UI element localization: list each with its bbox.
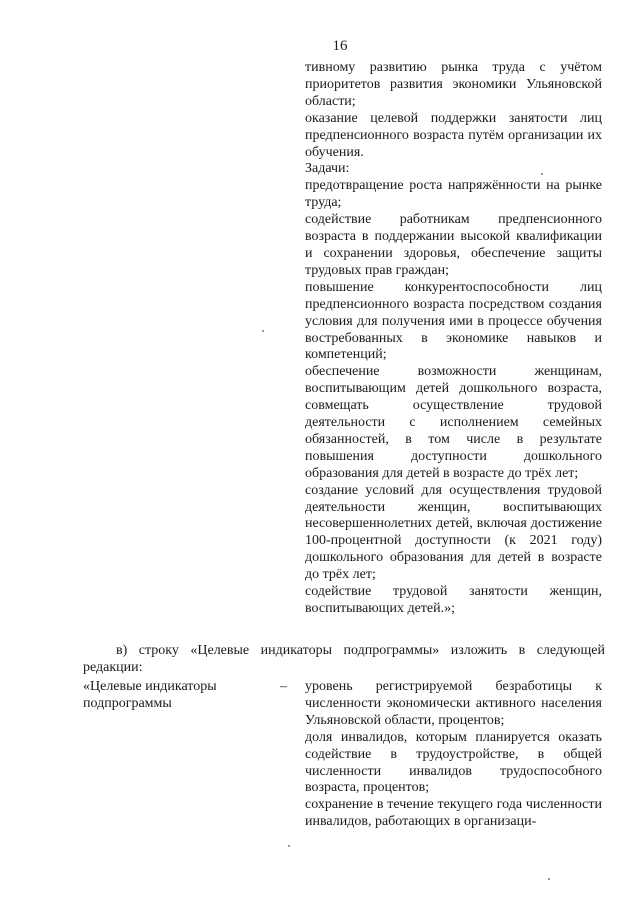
tasks-heading: Задачи: bbox=[305, 161, 350, 177]
task-item: обеспечение возможности женщинам, воспитывающим детей дошкольного возраста, совмещать осуществление трудовой деятельности с исполнением семейных обязанностей, в том числе в результате повышения доступности дошкольного образования для детей в возрасте до трёх лет; bbox=[305, 364, 602, 481]
task-item: содействие работникам предпенсионного возраста в поддержании высокой квалификации и сохранении здоровья, обеспечение защиты трудовых прав граждан; bbox=[305, 212, 602, 278]
scan-speck bbox=[288, 845, 290, 847]
goal-item: оказание целевой поддержки занятости лиц предпенсионного возраста путём организации их обучения. bbox=[305, 110, 602, 160]
scan-speck bbox=[262, 330, 264, 332]
indicators-label bbox=[83, 679, 263, 713]
indicator-item: уровень регистрируемой безработицы к численности экономически активного населения Ульяновской области, процентов; bbox=[305, 679, 602, 728]
goals-tasks-column bbox=[305, 60, 602, 618]
indicator-item: доля инвалидов, которым планируется оказать содействие в трудоустройстве, в общей численности инвалидов трудоспособного возраста, процентов; bbox=[305, 729, 602, 796]
indicators-label-line: подпрограммы bbox=[83, 695, 172, 711]
task-item: предотвращение роста напряжённости на рынке труда; bbox=[305, 178, 602, 211]
page-number: 16 bbox=[332, 38, 348, 54]
separator-dash: – bbox=[280, 679, 287, 694]
indicators-label-line: «Целевые индикаторы bbox=[83, 679, 217, 694]
goal-item: тивному развитию рынка труда с учётом приоритетов развития экономики Ульяновской области; bbox=[305, 60, 602, 109]
task-item: создание условий для осуществления трудовой деятельности женщин, воспитывающих несовершеннолетних детей, включая достижение 100-процентной доступности (к 2021 году) дошкольного образования для детей в возрасте до трёх лет; bbox=[305, 482, 602, 583]
scan-speck bbox=[541, 173, 543, 175]
task-item: содействие трудовой занятости женщин, воспитывающих детей.»; bbox=[305, 584, 602, 616]
task-item: повышение конкурентоспособности лиц предпенсионного возраста посредством создания условия для получения ими в процессе обучения востребованных в экономике навыков и компетенций; bbox=[305, 279, 602, 363]
instruction-text: в) строку «Целевые индикаторы подпрограммы» изложить в следующей редакции: bbox=[83, 643, 605, 675]
amendment-instruction bbox=[83, 643, 605, 677]
indicator-item: сохранение в течение текущего года численности инвалидов, работающих в организаци- bbox=[305, 797, 602, 830]
scan-speck bbox=[548, 878, 550, 880]
indicators-column bbox=[305, 679, 602, 831]
